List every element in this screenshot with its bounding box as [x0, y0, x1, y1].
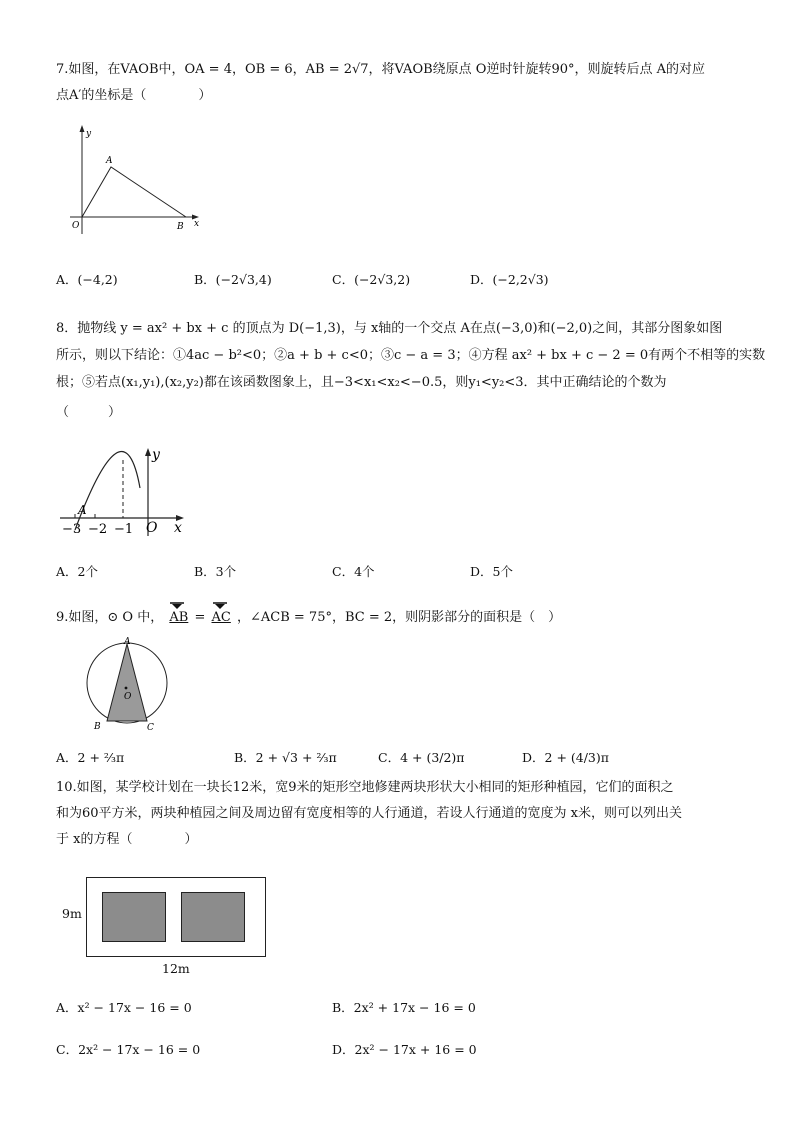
q8-option-c[interactable]: C．4个	[332, 564, 375, 579]
q9-option-c[interactable]: C．4 + (3/2)π	[378, 750, 465, 765]
q9-text	[56, 608, 561, 628]
q9-arc-ab	[167, 608, 190, 628]
q9-text-suffix: ，∠ACB = 75°，BC = 2，则阴影部分的面积是（ ）	[236, 610, 562, 625]
q9-eq: =	[194, 610, 206, 625]
q7-label-x: x	[194, 219, 200, 229]
q10-rectangle-field	[86, 877, 266, 957]
q10-option-c[interactable]: C．2x² − 17x − 16 = 0	[56, 1042, 201, 1057]
q7-triangle-figure	[60, 122, 210, 237]
q8-option-a[interactable]: A．2个	[56, 564, 98, 579]
q7-y-arrow	[80, 125, 85, 132]
q7-option-b[interactable]: B．(−2√3,4)	[194, 272, 272, 287]
q9-arc-ab-label: AB	[169, 610, 189, 625]
q8-label-y: y	[152, 447, 160, 463]
q10-option-b[interactable]: B．2x² + 17x − 16 = 0	[332, 1000, 476, 1015]
q9-label-O: O	[124, 692, 132, 702]
q10-label-length: 12m	[162, 961, 190, 976]
q8-label-A: A	[78, 503, 87, 517]
q8-tick-label-m1: −1	[114, 522, 134, 537]
q7-text-line2: 点A′的坐标是（ ）	[56, 88, 212, 103]
q7-option-a[interactable]: A．(−4,2)	[56, 272, 118, 287]
q8-tick-label-m3: −3	[62, 522, 82, 537]
q8-label-O: O	[146, 520, 158, 536]
q8-text-line1: 8．抛物线 y = ax² + bx + c 的顶点为 D(−1,3)，与 x轴的一个交点 A在点(−3,0)和(−2,0)之间，其部分图象如图	[56, 321, 723, 336]
q9-option-d[interactable]: D．2 + (4/3)π	[522, 750, 609, 765]
q7-option-d[interactable]: D．(−2,2√3)	[470, 272, 549, 287]
q10-garden-left	[102, 892, 166, 942]
q7-option-c[interactable]: C．(−2√3,2)	[332, 272, 411, 287]
q8-text-line4: （ ）	[56, 405, 122, 420]
q9-center-point	[125, 687, 128, 690]
q8-option-b[interactable]: B．3个	[194, 564, 237, 579]
q9-option-a[interactable]: A．2 + ⅔π	[56, 750, 125, 765]
q7-label-y: y	[86, 129, 92, 139]
q9-text-prefix: 9.如图，⊙ O 中，	[56, 610, 164, 625]
q8-text-line3: 根；⑤若点(x₁,y₁),(x₂,y₂)都在该函数图象上，且−3<x₁<x₂<−0.5，则y₁<y₂<3．其中正确结论的个数为	[56, 375, 667, 390]
q7-text-line1: 7.如图，在VAOB中，OA = 4，OB = 6，AB = 2√7，将VAOB绕原点 O逆时针旋转90°，则旋转后点 A的对应	[56, 62, 706, 77]
q9-circle-figure	[82, 636, 172, 734]
q8-y-arrow	[145, 448, 151, 456]
q9-arc-ab-mark	[170, 602, 184, 610]
q8-tick-label-m2: −2	[88, 522, 108, 537]
q8-text-line2: 所示，则以下结论：①4ac − b²<0；②a + b + c<0；③c − a = 3；④方程 ax² + bx + c − 2 = 0有两个不相等的实数	[56, 348, 766, 363]
q10-text-line1: 10.如图，某学校计划在一块长12米，宽9米的矩形空地修建两块形状大小相同的矩形种植园，它们的面积之	[56, 780, 674, 795]
q10-option-a[interactable]: A．x² − 17x − 16 = 0	[56, 1000, 192, 1015]
q9-arc-ac	[210, 608, 233, 628]
q10-label-width: 9m	[62, 906, 82, 921]
q9-arc-ac-label: AC	[211, 610, 231, 625]
q7-label-B: B	[177, 222, 184, 232]
q10-option-d[interactable]: D．2x² − 17x + 16 = 0	[332, 1042, 477, 1057]
q8-option-d[interactable]: D．5个	[470, 564, 513, 579]
q9-label-A: A	[124, 637, 131, 647]
q10-text-line3: 于 x的方程（ ）	[56, 832, 198, 847]
q8-label-x: x	[174, 520, 182, 536]
q9-shaded-triangle	[107, 644, 147, 721]
q7-label-A: A	[106, 156, 113, 166]
q9-label-C: C	[147, 723, 154, 733]
q7-triangle	[82, 167, 186, 217]
q9-option-b[interactable]: B．2 + √3 + ⅔π	[234, 750, 337, 765]
q9-arc-ac-mark	[213, 602, 227, 610]
q7-label-O: O	[72, 221, 80, 231]
q10-garden-right	[181, 892, 245, 942]
q8-parabola-figure	[56, 440, 196, 540]
q9-label-B: B	[94, 722, 101, 732]
q10-text-line2: 和为60平方米，两块种植园之间及周边留有宽度相等的人行通道，若设人行通道的宽度为 x米，则可以列出关	[56, 806, 683, 821]
